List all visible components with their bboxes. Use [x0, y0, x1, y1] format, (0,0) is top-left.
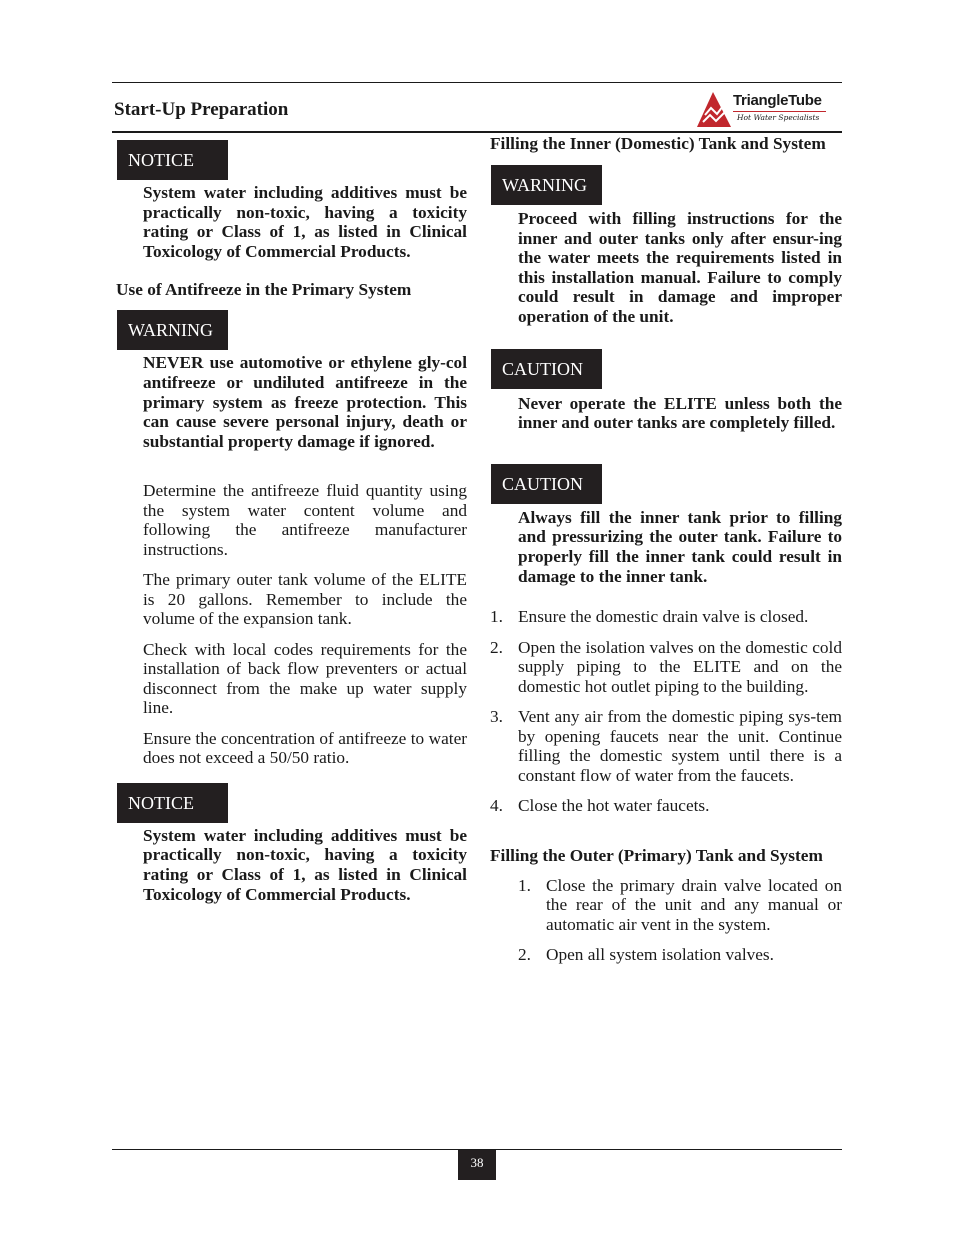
antifreeze-paragraph: Determine the antifreeze fluid quantity using the system water content volume and following the antifreeze manufacturer instructions. — [143, 481, 467, 559]
right-column — [490, 133, 842, 965]
tank-volume-paragraph: The primary outer tank volume of the ELITE is 20 gallons. Remember to include the volume of the expansion tank. — [143, 570, 467, 629]
triangle-logo-icon — [697, 91, 733, 129]
notice-label-2: NOTICE — [117, 783, 228, 823]
warning-text: Proceed with filling instructions for the inner and outer tanks only after ensur-ing the water meets the requirements listed in this installation manual. Failure to comply could result in damage and improper operation of the unit. — [518, 209, 842, 326]
section-title: Start-Up Preparation — [114, 99, 289, 120]
step-number: 1. — [490, 607, 503, 627]
caution-label: CAUTION — [491, 349, 602, 389]
step-number: 3. — [490, 707, 503, 727]
inner-tank-heading: Filling the Inner (Domestic) Tank and System — [490, 134, 826, 153]
caution-text-2: Always fill the inner tank prior to filling and pressurizing the outer tank. Failure to properly fill the inner tank could result in damage to the inner tank. — [518, 507, 842, 586]
list-item — [490, 876, 842, 935]
logo-name: TriangleTube — [733, 92, 822, 109]
triangletube-logo — [697, 89, 837, 129]
step-text: Close the hot water faucets. — [518, 796, 710, 816]
step-text: Open the isolation valves on the domestic cold supply piping to the ELITE and on the domestic hot outlet piping to the building. — [518, 637, 842, 696]
list-item — [490, 796, 842, 816]
concentration-paragraph: Ensure the concentration of antifreeze to water does not exceed a 50/50 ratio. — [143, 728, 467, 768]
notice-label: NOTICE — [117, 140, 228, 180]
inner-tank-steps — [490, 607, 842, 816]
list-item — [490, 638, 842, 697]
step-text: Close the primary drain valve located on the rear of the unit and any manual or automatic air vent in the system. — [546, 875, 842, 934]
page-number: 38 — [458, 1150, 496, 1180]
step-number: 4. — [490, 796, 503, 816]
list-item — [490, 607, 842, 627]
logo-tagline: Hot Water Specialists — [737, 113, 820, 122]
step-number: 2. — [518, 945, 531, 965]
list-item — [490, 707, 842, 785]
notice-text-2: System water including additives must be practically non-toxic, having a toxicity rating or Class of 1, as listed in Clinical Toxicology of Commercial Products. — [143, 825, 467, 904]
local-codes-paragraph: Check with local codes requirements for the installation of back flow preventers or actual disconnect from the make up water supply line. — [143, 639, 467, 718]
caution-label-2: CAUTION — [491, 464, 602, 504]
antifreeze-heading: Use of Antifreeze in the Primary System — [116, 280, 412, 300]
logo-underline — [733, 111, 826, 112]
step-text: Vent any air from the domestic piping sys-tem by opening faucets near the unit. Continue filling the domestic system until there is a constant flow of water from the faucets. — [518, 707, 842, 785]
step-number: 2. — [490, 637, 503, 657]
step-text: Ensure the domestic drain valve is closed. — [518, 607, 809, 627]
top-rule — [112, 82, 842, 83]
left-column — [115, 133, 467, 904]
step-number: 1. — [518, 875, 531, 895]
warning-label: WARNING — [491, 165, 602, 205]
caution-text: Never operate the ELITE unless both the inner and outer tanks are completely filled. — [518, 393, 842, 433]
step-text: Open all system isolation valves. — [546, 945, 774, 965]
outer-tank-heading: Filling the Outer (Primary) Tank and System — [490, 845, 823, 865]
warning-text: NEVER use automotive or ethylene gly-col antifreeze or undiluted antifreeze in the primary system as freeze protection. This can cause severe personal injury, death or substantial property damage if ignored. — [143, 353, 467, 451]
outer-tank-steps — [490, 876, 842, 965]
notice-text: System water including additives must be practically non-toxic, having a toxicity rating or Class of 1, as listed in Clinical Toxicology of Commercial Products. — [143, 183, 467, 261]
list-item — [490, 945, 842, 965]
warning-label: WARNING — [117, 310, 228, 350]
